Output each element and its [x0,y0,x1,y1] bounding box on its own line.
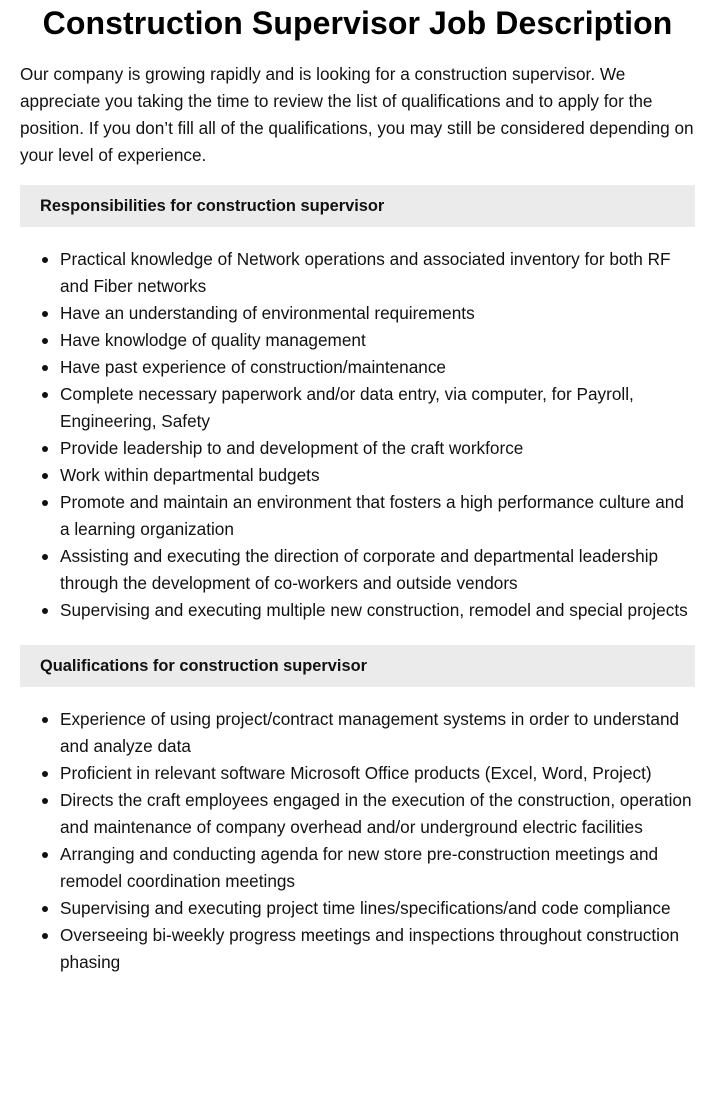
list-item-text: Experience of using project/contract management systems in order to understand and analyze data [60,709,680,756]
bullet-icon [42,338,48,344]
list-item-text: Promote and maintain an environment that fosters a high performance culture and a learning organization [60,492,684,539]
list-item [20,841,695,895]
list-item-text: Have an understanding of environmental requirements [60,303,475,323]
bullet-icon [42,798,48,804]
list-item-text: Assisting and executing the direction of corporate and departmental leadership through the development of co-workers and outside vendors [60,546,659,593]
bullet-icon [42,852,48,858]
bullet-icon [42,608,48,614]
list-item [20,489,695,543]
section-spacer [20,624,695,629]
list-item [20,787,695,841]
bullet-icon [42,933,48,939]
list-item [20,922,695,976]
bullet-icon [42,906,48,912]
bullet-icon [42,446,48,452]
list-item [20,597,695,624]
list-item-text: Supervising and executing project time lines/specifications/and code compliance [60,898,671,918]
list-item-text: Overseeing bi-weekly progress meetings and inspections throughout construction phasing [60,925,680,972]
list-item [20,706,695,760]
bullet-icon [42,311,48,317]
list-item [20,327,695,354]
list-item [20,300,695,327]
list-item [20,381,695,435]
responsibilities-heading: Responsibilities for construction supervisor [20,185,695,227]
list-item-text: Have knowlodge of quality management [60,330,366,350]
list-item [20,895,695,922]
list-item-text: Proficient in relevant software Microsoft Office products (Excel, Word, Project) [60,763,652,783]
bullet-icon [42,771,48,777]
list-item [20,760,695,787]
list-item [20,354,695,381]
qualifications-list [20,706,695,976]
list-item [20,462,695,489]
responsibilities-list [20,246,695,624]
list-item-text: Arranging and conducting agenda for new store pre-construction meetings and remodel coordination meetings [60,844,659,891]
list-item-text: Practical knowledge of Network operations and associated inventory for both RF and Fiber networks [60,249,671,296]
list-item-text: Provide leadership to and development of the craft workforce [60,438,524,458]
list-item-text: Directs the craft employees engaged in the execution of the construction, operation and maintenance of company overhead and/or underground electric facilities [60,790,692,837]
list-item-text: Work within departmental budgets [60,465,320,485]
bullet-icon [42,365,48,371]
list-item [20,246,695,300]
intro-paragraph: Our company is growing rapidly and is looking for a construction supervisor. We appreciate you taking the time to review the list of qualifications and to apply for the position. If you don’t fill all of the qualifications, you may still be considered depending on your level of experience. [20,64,694,165]
list-item-text: Have past experience of construction/maintenance [60,357,446,377]
list-item-text: Complete necessary paperwork and/or data entry, via computer, for Payroll, Engineering, Safety [60,384,634,431]
list-item [20,543,695,597]
bullet-icon [42,554,48,560]
list-item [20,435,695,462]
bullet-icon [42,717,48,723]
bullet-icon [42,473,48,479]
list-item-text: Supervising and executing multiple new construction, remodel and special projects [60,600,688,620]
bullet-icon [42,500,48,506]
bullet-icon [42,257,48,263]
bullet-icon [42,392,48,398]
page-title: Construction Supervisor Job Description [42,5,673,41]
qualifications-heading: Qualifications for construction supervisor [20,645,695,687]
